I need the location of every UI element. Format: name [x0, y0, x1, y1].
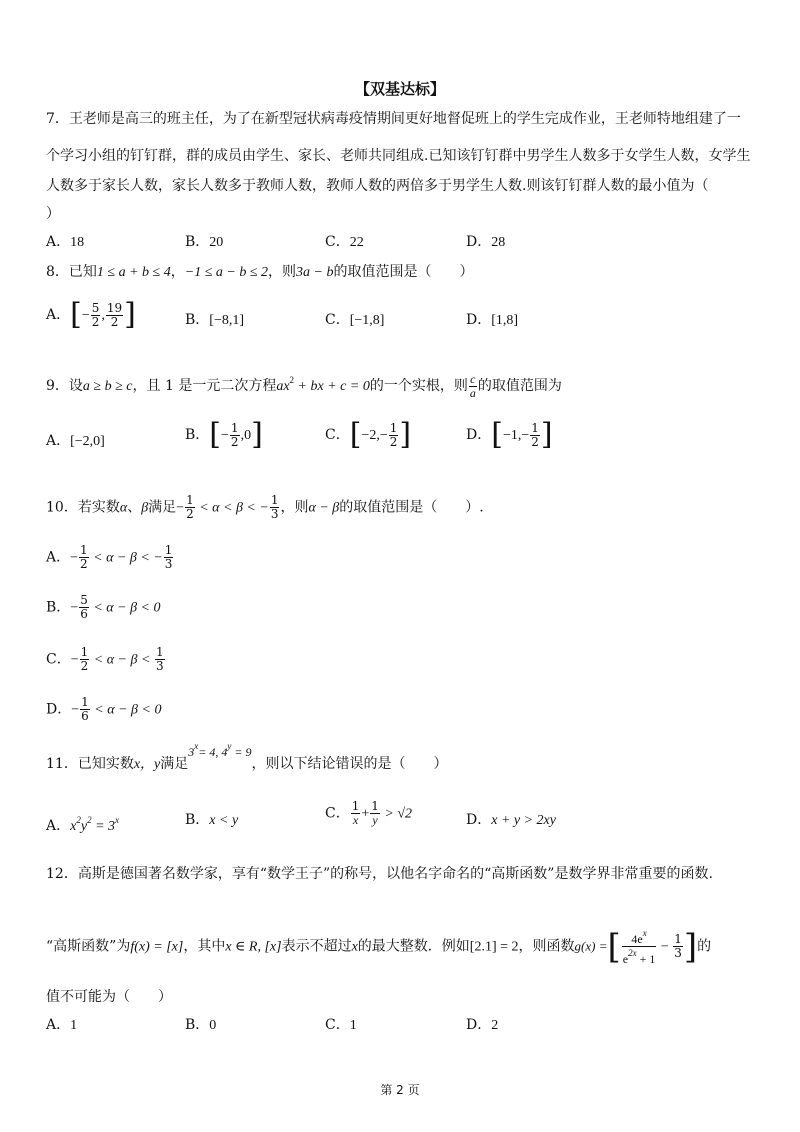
- q9-stem: 9．设a ≥ b ≥ c，且 1 是一元二次方程$ax^2$ + bx + c = 0的一个实根，则 $\frac{c}{a}$ 的取值范围为: [46, 371, 562, 400]
- q8-option-c: C．[−1,8]: [325, 312, 385, 328]
- q7-option-d: D．28: [466, 234, 506, 250]
- q10-option-b: B．− $\frac{5}{6}$ < α − β < 0: [46, 593, 161, 621]
- q10-option-d: D．− $\frac{1}{6}$ < α − β < 0: [46, 695, 162, 723]
- q11-option-b: B．x < y: [185, 812, 239, 828]
- q11-option-d: D．x + y > 2xy: [466, 812, 556, 828]
- q10-stem: 10．若实数α、β满足− $\frac{1}{2}$ < α < β < − $\frac{1}{3}$ ，则α − β的取值范围是（ ）.: [46, 493, 484, 521]
- q7-line-2: 个学习小组的钉钉群，群的成员由学生、家长、老师共同组成.已知该钉钉群中男学生人数多于女学生人数，女学生: [46, 148, 751, 164]
- q8-option-b: B．[−8,1]: [185, 312, 245, 328]
- q9-option-d: D．[−1,− $\frac{1}{2}$ ]: [466, 417, 553, 452]
- q8-option-d: D．[1,8]: [466, 312, 519, 328]
- q8-option-a: A．[− $\frac{5}{2}$ , $\frac{19}{2}$ ]: [46, 297, 136, 332]
- q11-option-c: C． $\frac{1}{x}$ + $\frac{1}{y}$ > √2: [325, 799, 413, 827]
- q7-line-4: ）: [46, 206, 60, 222]
- q7-line-3: 人数多于家长人数，家长人数多于教师人数，教师人数的两倍多于男学生人数.则该钉钉群人数的最小值为（: [46, 178, 709, 194]
- section-title: 【双基达标】: [354, 80, 445, 98]
- q12-option-d: D．2: [466, 1017, 499, 1033]
- q9-option-c: C．[−2,− $\frac{1}{2}$ ]: [325, 417, 412, 452]
- q7-option-b: B．20: [185, 234, 224, 250]
- q9-option-a: A．[−2,0]: [46, 433, 105, 449]
- q10-option-c: C．− $\frac{1}{2}$ < α − β < $\frac{1}{3}$: [46, 645, 164, 673]
- q12-option-c: C．1: [325, 1017, 357, 1033]
- q12-line-3: 值不可能为（ ）: [46, 989, 172, 1005]
- q12-line-2: “高斯函数”为f(x) = [x]，其中x ∈ R, [x]表示不超过x的最大整数．例如[2.1] = 2，则函数g(x) =[ $\frac{4e^x}{e^{2x} + 1}$ − $\frac{1}{3}$ ]的: [46, 926, 712, 967]
- q7-option-c: C．22: [325, 234, 364, 250]
- page-number: 第 2 页: [380, 1083, 420, 1097]
- q12-option-a: A．1: [46, 1017, 78, 1033]
- q11-stem: 11．已知实数x，y满足$3^x= 4$, $4^y = 9$，则以下结论错误的是（ ）: [46, 741, 448, 772]
- q12-line-1: 12．高斯是德国著名数学家，享有“数学王子”的称号，以他名字命名的“高斯函数”是数学界非常重要的函数.: [46, 866, 713, 882]
- q8-stem: 8．已知1 ≤ a + b ≤ 4，−1 ≤ a − b ≤ 2，则3a − b的取值范围是（ ）: [46, 264, 474, 280]
- q9-option-b: B．[− $\frac{1}{2}$ ,0]: [185, 417, 263, 452]
- q7-line-1: 7．王老师是高三的班主任，为了在新型冠状病毒疫情期间更好地督促班上的学生完成作业，王老师特地组建了一: [46, 111, 741, 127]
- q11-option-a: A．$x^2y^2 = 3^x$: [46, 815, 120, 834]
- q7-option-a: A．18: [46, 234, 85, 250]
- q12-option-b: B．0: [185, 1017, 217, 1033]
- q10-option-a: A．− $\frac{1}{2}$ < α − β < − $\frac{1}{3}$: [46, 543, 173, 571]
